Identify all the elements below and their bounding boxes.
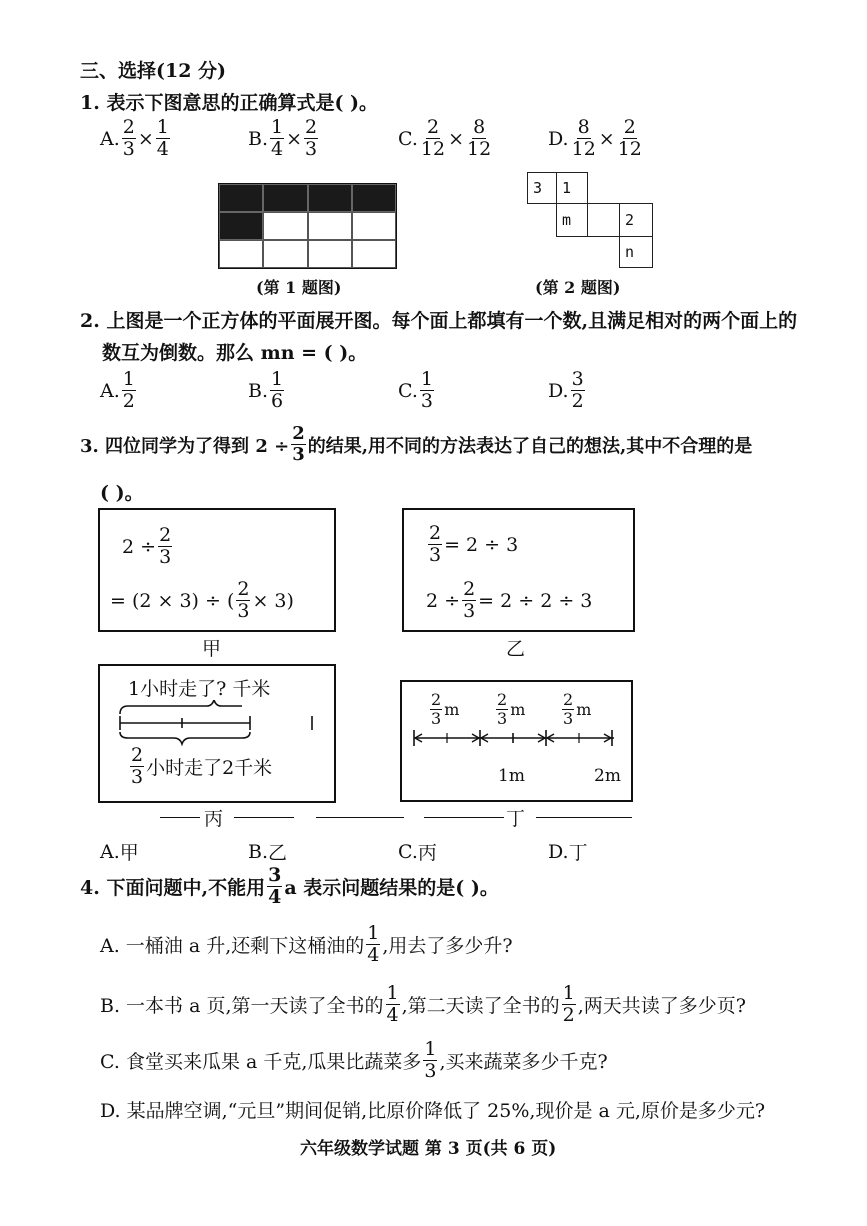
option-label: A. (100, 127, 120, 150)
fraction: $\frac{1}{3}$ (420, 368, 433, 412)
fraction: $\frac{2}{3}$ (122, 116, 135, 160)
q2-stem-line1: 2. 上图是一个正方体的平面展开图。每个面上都填有一个数,且满足相对的两个面上的 (80, 310, 798, 332)
net-cell: 2 (619, 203, 653, 237)
divider (234, 817, 294, 818)
fraction: $\frac{1}{4}$ (156, 116, 169, 160)
fraction: $\frac{3}{2}$ (571, 368, 584, 412)
option-label: B. (248, 127, 269, 150)
option-label: B. (248, 379, 269, 402)
fraction: $\frac{2}{3}$ (292, 423, 305, 465)
ding-seg-label: $\frac{2}{3}$ m (497, 690, 526, 728)
q3-stem (80, 425, 752, 464)
q1-option-b[interactable] (248, 118, 320, 159)
option-label: D. (548, 127, 569, 150)
grid-cell (219, 184, 263, 212)
times-sign: × (286, 127, 303, 150)
grid-cell (352, 212, 396, 240)
times-sign: × (598, 127, 615, 150)
yi-line2: 2 ÷ $\frac{2}{3}$ = 2 ÷ 2 ÷ 3 (426, 578, 593, 622)
fraction: $\frac{1}{2}$ (122, 368, 135, 412)
q1-option-d[interactable] (548, 118, 645, 159)
ding-seg-label: $\frac{2}{3}$ m (563, 690, 592, 728)
fraction: $\frac{2}{12}$ (617, 116, 642, 160)
grid-cell (352, 240, 396, 268)
times-sign: × (137, 127, 154, 150)
net-cell: 1 (556, 172, 588, 204)
fraction: $\frac{2}{3}$ (305, 116, 318, 160)
page-footer: 六年级数学试题 第 3 页(共 6 页) (300, 1139, 557, 1159)
q4-option-c[interactable]: C. 食堂买来瓜果 a 千克,瓜果比蔬菜多 $\frac{1}{3}$ ,买来蔬菜多少千克? (100, 1038, 608, 1082)
net-cell (587, 203, 620, 237)
q2-option-a[interactable] (100, 370, 138, 411)
grid-cell (308, 184, 352, 212)
q2-option-d[interactable] (548, 370, 587, 411)
grid-cell (219, 212, 263, 240)
q3-option-a[interactable]: A. 甲 (100, 840, 139, 864)
q3-label-jia: 甲 (202, 638, 222, 660)
ding-number-line (410, 728, 620, 752)
q1-stem: 1. 表示下图意思的正确算式是( )。 (80, 92, 379, 114)
q3-label-ding: 丁 (506, 808, 526, 830)
q4-option-d[interactable]: D. 某品牌空调,“元旦”期间促销,比原价降低了 25%,现价是 a 元,原价是多少元? (100, 1100, 766, 1122)
yi-line1: $\frac{2}{3}$ = 2 ÷ 3 (429, 522, 519, 566)
fraction: $\frac{1}{6}$ (271, 368, 284, 412)
divider (536, 817, 632, 818)
q3-stem-post: 的结果,用不同的方法表达了自己的想法,其中不合理的是 (307, 435, 753, 457)
bing-top-text: 1小时走了? 千米 (128, 678, 271, 700)
q2-stem-line2: 数互为倒数。那么 mn = ( )。 (102, 342, 368, 364)
q1-figure-caption: (第 1 题图) (256, 278, 342, 297)
grid-cell (263, 184, 307, 212)
ding-tick-2m: 2m (594, 766, 621, 786)
q3-label-yi: 乙 (506, 638, 526, 660)
grid-cell (308, 212, 352, 240)
q3-stem-pre: 3. 四位同学为了得到 2 ÷ (80, 435, 290, 457)
q3-box-yi (402, 508, 635, 632)
q3-box-jia (98, 508, 336, 632)
q3-option-c[interactable]: C. 丙 (398, 840, 437, 864)
q4-stem: 4. 下面问题中,不能用 $\frac{3}{4}$ a 表示问题结果的是( )。 (80, 864, 499, 908)
q3-box-bing (98, 664, 336, 803)
fraction: $\frac{2}{12}$ (420, 116, 446, 160)
section-title: 三、选择(12 分) (80, 60, 227, 82)
ding-seg-label: $\frac{2}{3}$ m (431, 690, 460, 728)
q4-option-b[interactable]: B. 一本书 a 页,第一天读了全书的 $\frac{1}{4}$ ,第二天读了全书的 $\frac{1}{2}$ ,两天共读了多少页? (100, 982, 746, 1026)
fraction: $\frac{1}{4}$ (271, 116, 284, 160)
q3-box-ding (400, 680, 633, 802)
grid-cell (263, 240, 307, 268)
q2-option-c[interactable] (398, 370, 436, 411)
grid-cell (219, 240, 263, 268)
q1-figure-grid (218, 183, 397, 269)
q1-option-a[interactable] (100, 118, 172, 159)
option-label: D. (548, 379, 569, 402)
bing-bottom-text: $\frac{2}{3}$ 小时走了2千米 (131, 744, 273, 788)
q4-option-a[interactable]: A. 一桶油 a 升,还剩下这桶油的 $\frac{1}{4}$ ,用去了多少升? (100, 922, 513, 966)
jia-line1: 2 ÷ $\frac{2}{3}$ (122, 524, 172, 568)
divider (424, 817, 504, 818)
net-cell: m (556, 203, 588, 237)
net-cell: n (619, 236, 653, 268)
times-sign: × (448, 127, 465, 150)
option-label: A. (100, 379, 120, 402)
q3-stem-line2: ( )。 (100, 482, 144, 504)
option-label: C. (398, 379, 418, 402)
q2-figure-caption: (第 2 题图) (535, 278, 621, 297)
fraction: $\frac{8}{12}$ (571, 116, 596, 160)
bing-brace-diagram (112, 700, 322, 746)
q3-option-d[interactable]: D. 丁 (548, 840, 588, 864)
ding-tick-1m: 1m (498, 766, 525, 786)
net-cell: 3 (527, 172, 557, 204)
q3-label-bing: 丙 (204, 808, 224, 830)
grid-cell (308, 240, 352, 268)
q1-option-c[interactable] (398, 118, 494, 159)
q2-option-b[interactable] (248, 370, 286, 411)
option-label: C. (398, 127, 418, 150)
divider (160, 817, 200, 818)
grid-cell (263, 212, 307, 240)
divider (316, 817, 404, 818)
jia-line2: = (2 × 3) ÷ ( $\frac{2}{3}$ × 3) (110, 578, 294, 622)
q3-option-b[interactable]: B. 乙 (248, 840, 288, 864)
fraction: $\frac{8}{12}$ (467, 116, 492, 160)
grid-cell (352, 184, 396, 212)
